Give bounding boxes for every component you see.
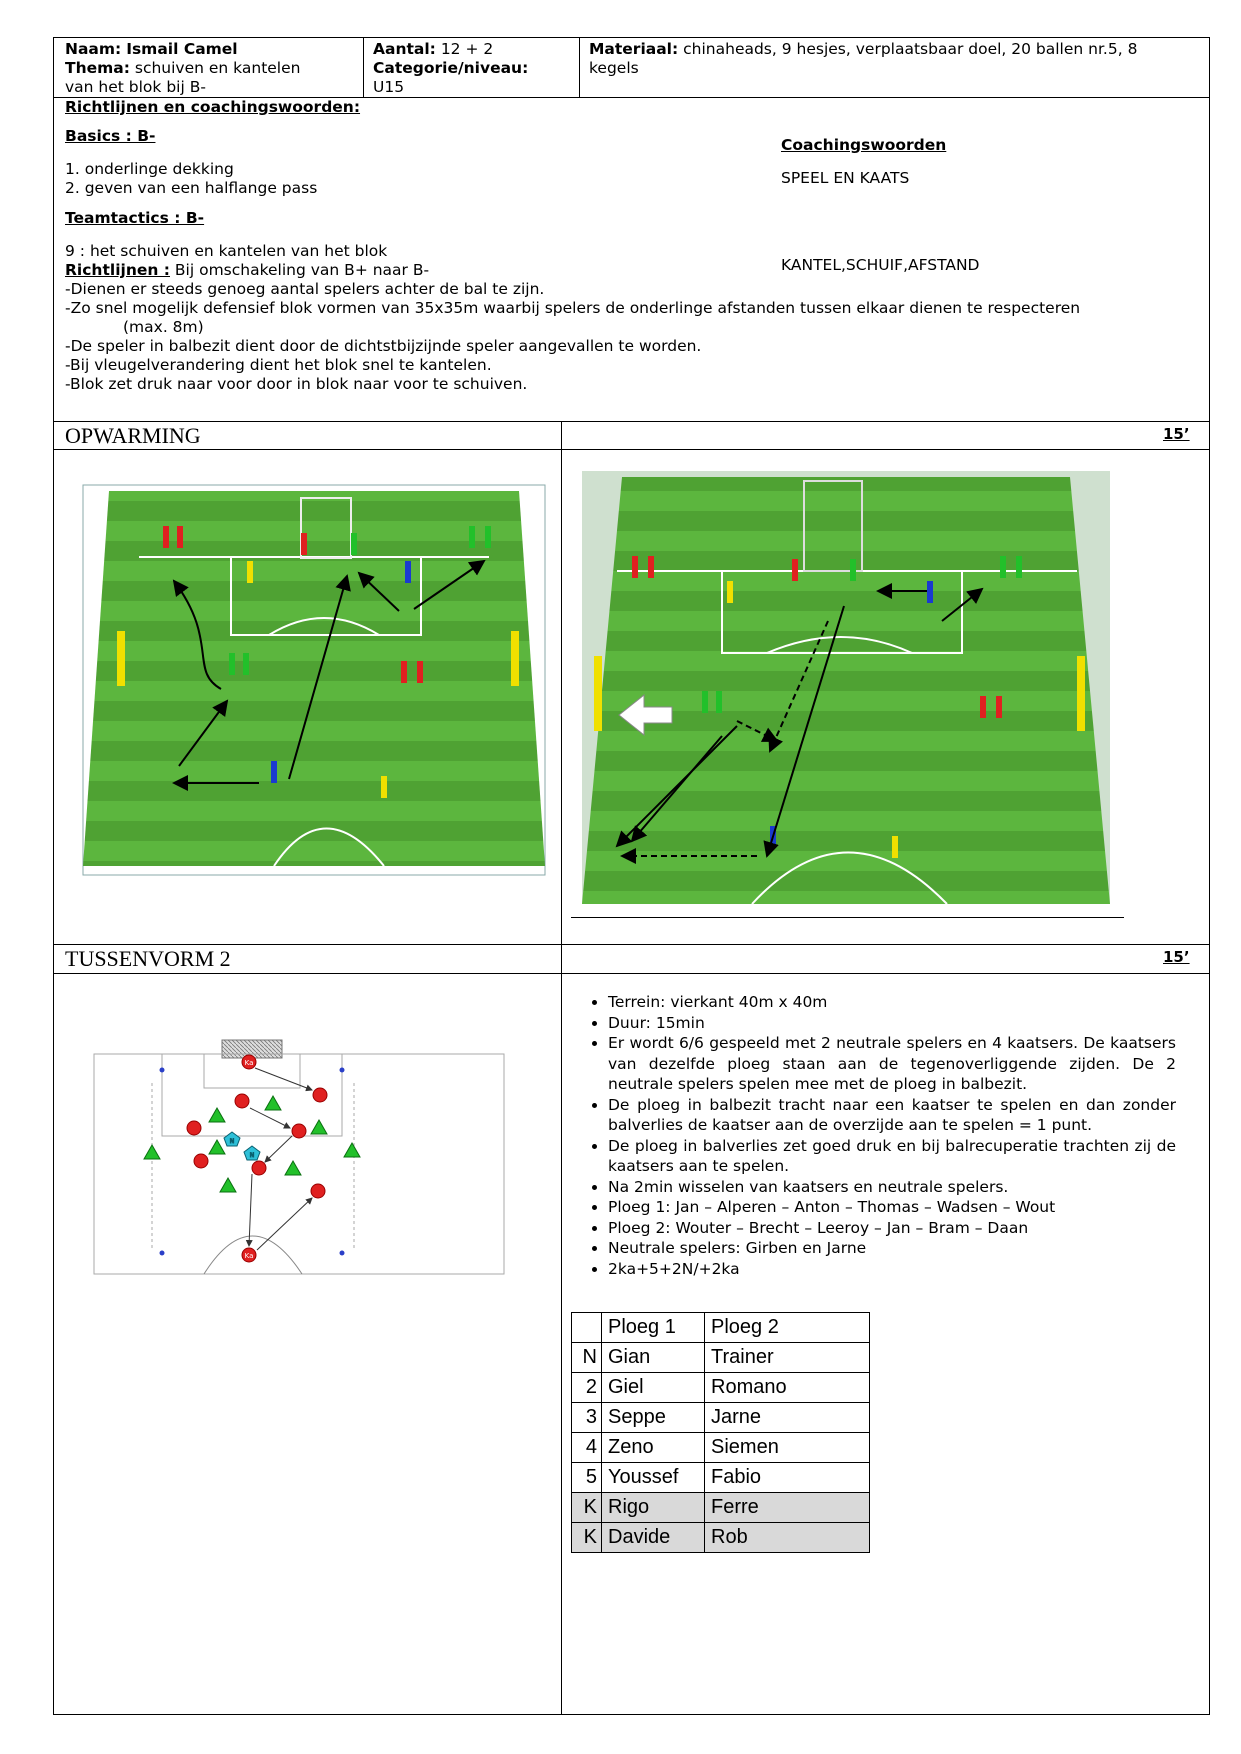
table-row (572, 1493, 870, 1523)
divider-line (571, 917, 1124, 918)
bullet-spelvorm: • Er wordt 6/6 gespeeld met 2 neutrale spelers en 4 kaatsers. De kaatsers van dezelfde ploeg staan aan de tegenoverliggende zijden. De 2 neutrale spelers spelen mee met de ploeg in balbezit. (608, 1033, 1176, 1095)
opwarming-title: OPWARMING (65, 423, 201, 448)
table-cell: Zeno (602, 1433, 705, 1463)
teamtactics-title: Teamtactics : B- (65, 209, 205, 227)
materiaal-info (589, 40, 1204, 78)
aantal-value: 12 + 2 (440, 40, 494, 58)
table-header-cell: Ploeg 2 (705, 1313, 870, 1343)
team-table (571, 1312, 870, 1553)
keeper-label-bottom: Ka (244, 1252, 254, 1260)
naam-value: Ismail Camel (126, 40, 238, 58)
richtlijn-4: -Bij vleugelverandering dient het blok snel te kantelen. (65, 356, 492, 374)
tussenvorm-diagram (92, 1028, 512, 1278)
table-cell: Jarne (705, 1403, 870, 1433)
table-cell: Seppe (602, 1403, 705, 1433)
table-row (572, 1523, 870, 1553)
bullet-duur: • Duur: 15min (608, 1013, 1176, 1034)
warmup-diagram-1 (79, 461, 551, 881)
table-cell: N (572, 1343, 602, 1373)
bullet-balbezit: • De ploeg in balbezit tracht naar een kaatser te spelen en dan zonder balverlies de kaatser aan de overzijde aan te spelen = 1 punt. (608, 1095, 1176, 1136)
table-cell: 4 (572, 1433, 602, 1463)
warmup-diagram-2 (582, 471, 1114, 911)
opwarming-minutes: 15’ (1163, 425, 1190, 443)
table-row (572, 1463, 870, 1493)
richtlijn-3: -De speler in balbezit dient door de dichtstbijzijnde speler aangevallen te worden. (65, 337, 702, 355)
coaching-teamtactics: KANTEL,SCHUIF,AFSTAND (781, 256, 980, 274)
bullet-ploeg-2: • Ploeg 2: Wouter – Brecht – Leeroy – Jan – Bram – Daan (608, 1218, 1176, 1239)
coaching-basics: SPEEL EN KAATS (781, 169, 910, 187)
table-cell: Ferre (705, 1493, 870, 1523)
table-row (572, 1403, 870, 1433)
table-header-row (572, 1313, 870, 1343)
bullet-wissel: • Na 2min wisselen van kaatsers en neutrale spelers. (608, 1177, 1176, 1198)
table-cell: Siemen (705, 1433, 870, 1463)
thema-value: schuiven en kantelen (134, 59, 301, 77)
bullet-ploeg-1: • Ploeg 1: Jan – Alperen – Anton – Thomas – Wadsen – Wout (608, 1197, 1176, 1218)
neutral-label-2: N (249, 1152, 255, 1159)
guidelines-title: Richtlijnen en coachingswoorden: (65, 98, 361, 116)
table-cell: Youssef (602, 1463, 705, 1493)
neutral-label-1: N (229, 1138, 235, 1145)
table-cell: Trainer (705, 1343, 870, 1373)
materiaal-value-cont: kegels (589, 59, 639, 77)
table-header-cell: Ploeg 1 (602, 1313, 705, 1343)
thema-value-cont: van het blok bij B- (65, 78, 206, 96)
table-cell: Giel (602, 1373, 705, 1403)
bullet-balverlies: • De ploeg in balverlies zet goed druk en bij balrecuperatie trachten zij de kaatsers aan te spelen. (608, 1136, 1176, 1177)
table-row (572, 1433, 870, 1463)
session-sheet (53, 37, 1210, 1715)
table-cell: 2 (572, 1373, 602, 1403)
table-cell: Fabio (705, 1463, 870, 1493)
guidelines-block (65, 98, 1200, 394)
teamtactics-item: 9 : het schuiven en kantelen van het blok (65, 242, 388, 260)
bullet-formatie: • 2ka+5+2N/+2ka (608, 1259, 1176, 1280)
richtlijnen-intro: Bij omschakeling van B+ naar B- (170, 261, 430, 279)
basics-title: Basics : B- (65, 127, 156, 145)
basics-item-1: 1. onderlinge dekking (65, 160, 234, 178)
richtlijnen-label: Richtlijnen : (65, 261, 170, 279)
trainer-info (65, 40, 355, 97)
bullet-terrein: • Terrein: vierkant 40m x 40m (608, 992, 1176, 1013)
materiaal-label: Materiaal: (589, 40, 679, 58)
table-cell: K (572, 1493, 602, 1523)
aantal-label: Aantal: (373, 40, 436, 58)
table-header-cell (572, 1313, 602, 1343)
table-cell: K (572, 1523, 602, 1553)
table-row (572, 1343, 870, 1373)
richtlijn-5: -Blok zet druk naar voor door in blok naar voor te schuiven. (65, 375, 528, 393)
basics-item-2: 2. geven van een halflange pass (65, 179, 318, 197)
richtlijn-2-cont: (max. 8m) (123, 318, 204, 336)
categorie-value: U15 (373, 78, 405, 96)
table-cell: Rigo (602, 1493, 705, 1523)
tussenvorm-title: TUSSENVORM 2 (65, 946, 231, 971)
materiaal-value: chinaheads, 9 hesjes, verplaatsbaar doel, 20 ballen nr.5, 8 (683, 40, 1138, 58)
tussenvorm-bullets (568, 992, 1176, 1279)
table-cell: 3 (572, 1403, 602, 1433)
table-cell: Romano (705, 1373, 870, 1403)
table-cell: Rob (705, 1523, 870, 1553)
richtlijn-2: -Zo snel mogelijk defensief blok vormen van 35x35m waarbij spelers de onderlinge afstanden tussen elkaar dienen te respecteren (65, 299, 1081, 317)
tussenvorm-minutes: 15’ (1163, 948, 1190, 966)
categorie-label: Categorie/niveau: (373, 59, 529, 77)
naam-label: Naam: (65, 40, 122, 58)
table-cell: Gian (602, 1343, 705, 1373)
keeper-label-top: Ka (244, 1059, 254, 1067)
richtlijn-1: -Dienen er steeds genoeg aantal spelers achter de bal te zijn. (65, 280, 545, 298)
bullet-neutraal: • Neutrale spelers: Girben en Jarne (608, 1238, 1176, 1259)
coaching-title: Coachingswoorden (781, 136, 947, 154)
table-cell: Davide (602, 1523, 705, 1553)
group-info (373, 40, 573, 97)
thema-label: Thema: (65, 59, 130, 77)
table-row (572, 1373, 870, 1403)
table-cell: 5 (572, 1463, 602, 1493)
